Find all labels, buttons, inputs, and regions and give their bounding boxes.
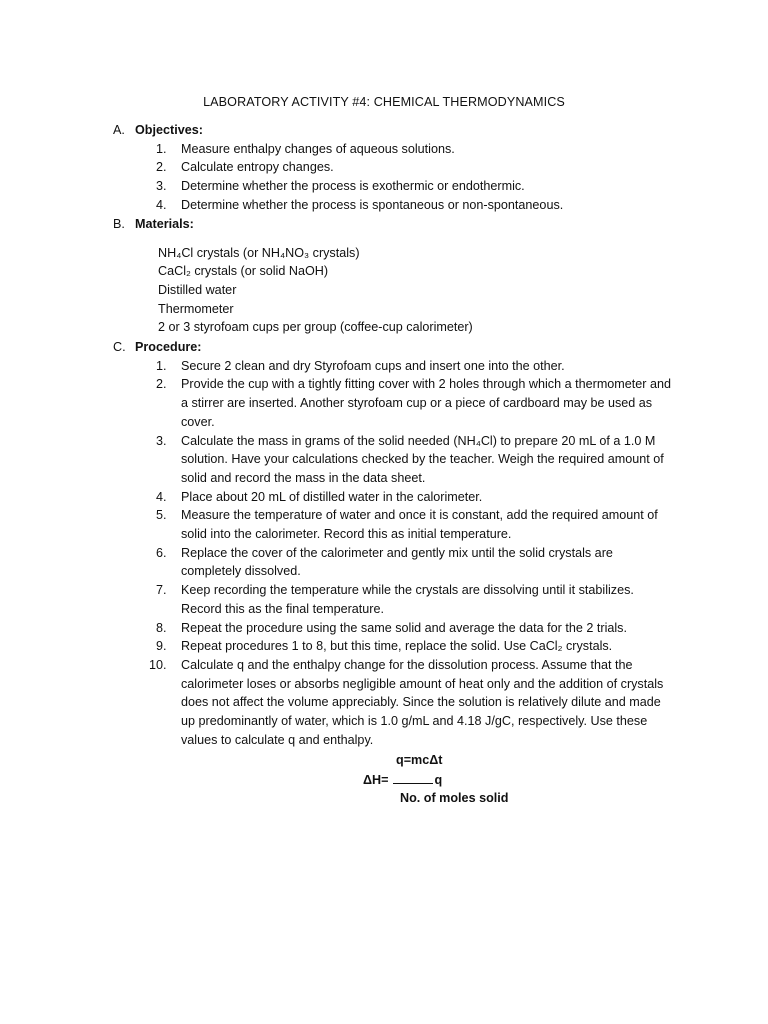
list-item [113, 375, 673, 431]
material-item: NH₄Cl crystals (or NH₄NO₃ crystals) [158, 245, 360, 260]
enthalpy-numerator: q [434, 773, 443, 787]
item-number: 5. [156, 508, 167, 523]
section-header [113, 215, 673, 234]
item-text: Determine whether the process is exothermic or endothermic. [181, 179, 525, 194]
item-text: Replace the cover of the calorimeter and gently mix until the solid crystals are completely dissolved. [181, 545, 613, 579]
item-number: 2. [156, 160, 167, 175]
fraction-line [393, 770, 433, 784]
item-text: Measure the temperature of water and once it is constant, add the required amount of solid into the calorimeter. Record this as initial temperature. [181, 508, 658, 542]
section-materials [113, 215, 673, 337]
material-item: 2 or 3 styrofoam cups per group (coffee-cup calorimeter) [158, 320, 473, 335]
objectives-list [113, 140, 673, 215]
material-item: Distilled water [158, 283, 237, 298]
item-number: 6. [156, 545, 167, 560]
list-item [113, 581, 673, 618]
item-number: 2. [156, 377, 167, 392]
list-item [113, 506, 673, 543]
section-letter: B. [113, 217, 125, 231]
item-text: Place about 20 mL of distilled water in the calorimeter. [181, 489, 483, 504]
materials-list [113, 244, 673, 337]
procedure-list [113, 357, 673, 750]
item-number: 9. [156, 639, 167, 654]
item-text: Repeat the procedure using the same solid and average the data for the 2 trials. [181, 620, 627, 635]
item-number: 4. [156, 197, 167, 212]
section-letter: A. [113, 123, 125, 137]
list-item [113, 619, 673, 638]
item-text: Calculate the mass in grams of the solid needed (NH₄Cl) to prepare 20 mL of a 1.0 M solution. Have your calculations checked by the teacher. Weigh the required amount of solid and record the mass in the data sheet. [181, 433, 664, 485]
section-header [113, 338, 673, 357]
section-objectives [113, 121, 673, 215]
item-number: 7. [156, 583, 167, 598]
document-title: LABORATORY ACTIVITY #4: CHEMICAL THERMODYNAMICS [203, 95, 565, 109]
section-title: Materials: [135, 217, 194, 231]
section-title: Procedure: [135, 340, 202, 354]
section-header [113, 121, 673, 140]
list-item [113, 158, 673, 177]
section-procedure [113, 338, 673, 749]
item-text: Repeat procedures 1 to 8, but this time, replace the solid. Use CaCl₂ crystals. [181, 639, 613, 654]
item-text: Calculate q and the enthalpy change for the dissolution process. Assume that the calorimeter loses or absorbs negligible amount of heat only and the addition of crystals does not affect the volume appreciably. Since the solution is relatively dilute and made up predominantly of water, which is 1.0 g/mL and 4.18 J/gC, respectively. Use these values to calculate q and enthalpy. [181, 657, 664, 747]
material-item: Thermometer [158, 301, 234, 316]
list-item [113, 140, 673, 159]
heat-formula: q=mcΔt [396, 753, 443, 767]
list-item [113, 656, 673, 750]
item-text: Secure 2 clean and dry Styrofoam cups and insert one into the other. [181, 358, 565, 373]
enthalpy-formula [363, 770, 442, 790]
item-text: Calculate entropy changes. [181, 160, 334, 175]
list-item [113, 637, 673, 656]
item-text: Provide the cup with a tightly fitting cover with 2 holes through which a thermometer and a stirrer are inserted. Another styrofoam cup or a piece of cardboard may be used as cover. [181, 377, 672, 429]
section-title: Objectives: [135, 123, 203, 137]
item-text: Measure enthalpy changes of aqueous solutions. [181, 141, 455, 156]
item-number: 8. [156, 620, 167, 635]
item-number: 1. [156, 141, 167, 156]
list-item [113, 196, 673, 215]
list-item [113, 544, 673, 581]
item-number: 1. [156, 358, 167, 373]
list-item [113, 177, 673, 196]
item-text: Determine whether the process is spontaneous or non-spontaneous. [181, 197, 564, 212]
item-number: 3. [156, 433, 167, 448]
item-number: 10. [149, 657, 167, 672]
list-item [113, 357, 673, 376]
item-text: Keep recording the temperature while the crystals are dissolving until it stabilizes. Record this as the final temperature. [181, 583, 634, 616]
section-letter: C. [113, 340, 126, 354]
item-number: 4. [156, 489, 167, 504]
list-item [113, 488, 673, 507]
list-item [113, 432, 673, 488]
enthalpy-denominator: No. of moles solid [400, 791, 509, 805]
item-number: 3. [156, 179, 167, 194]
enthalpy-label: ΔH= [363, 773, 389, 787]
material-item: CaCl₂ crystals (or solid NaOH) [158, 264, 329, 279]
